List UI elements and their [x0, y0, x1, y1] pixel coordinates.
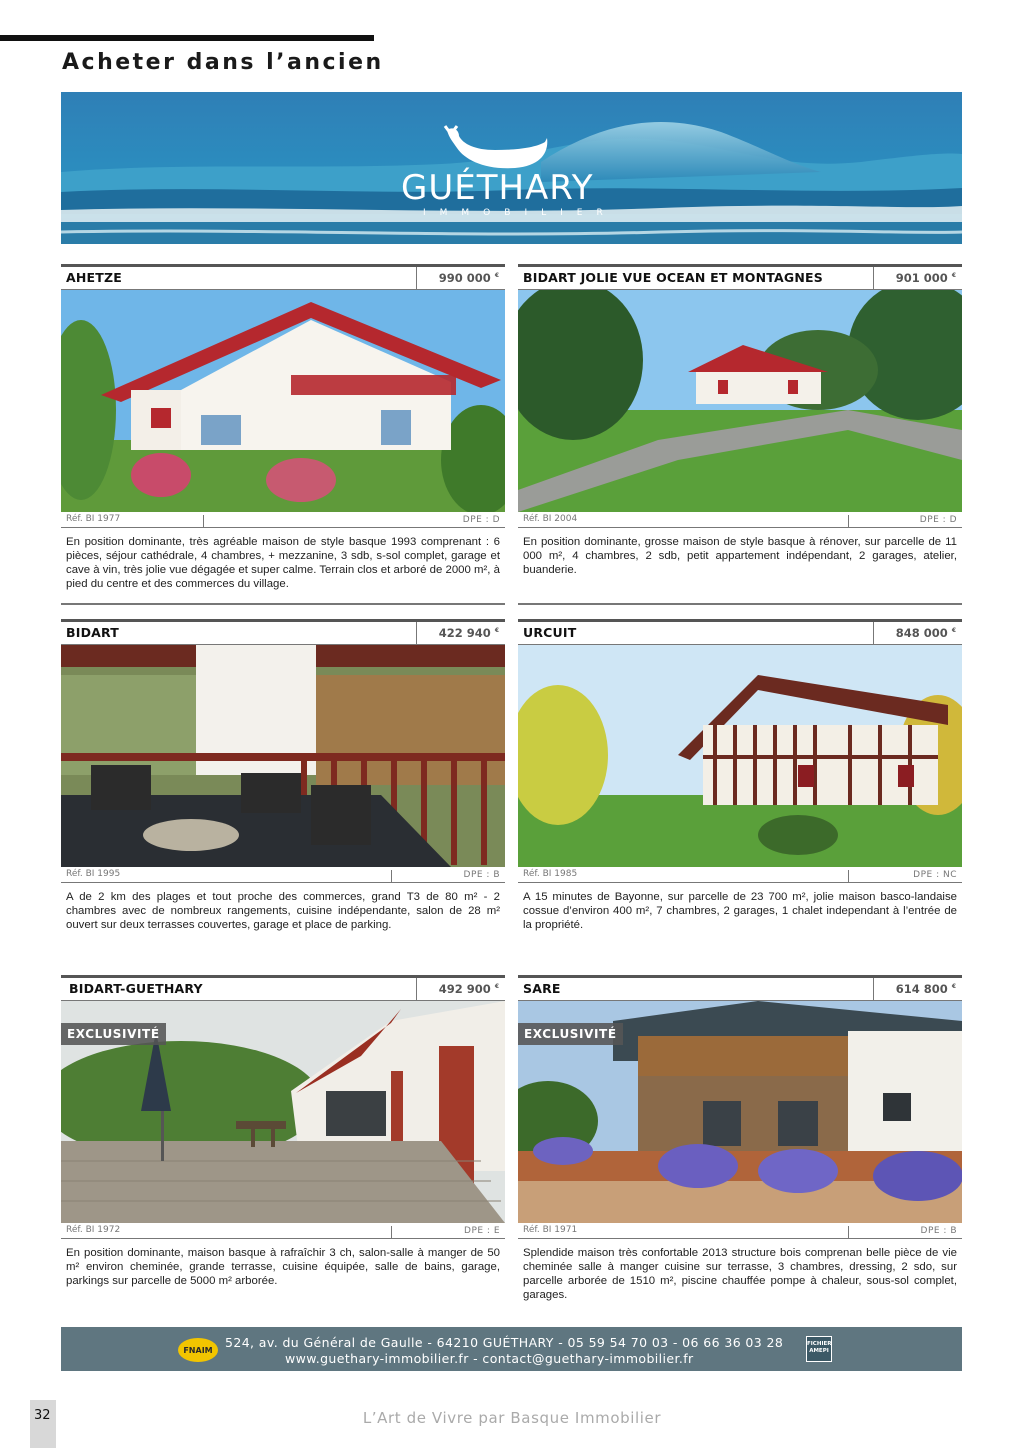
listing-card[interactable] [61, 264, 505, 591]
listing-card[interactable] [518, 619, 962, 932]
listing-dpe: DPE : D [462, 515, 500, 525]
section-title: Acheter dans l’ancien [62, 50, 384, 75]
listing-photo[interactable] [61, 1001, 505, 1223]
listing-price: 614 800 € [895, 982, 956, 996]
page-number: 32 [34, 1408, 51, 1423]
exclusivity-badge: EXCLUSIVITÉ [518, 1023, 623, 1045]
top-rule [0, 35, 374, 41]
listing-photo[interactable] [518, 1001, 962, 1223]
listing-dpe: DPE : B [920, 1226, 957, 1236]
agency-web-email[interactable]: www.guethary-immobilier.fr - contact@guethary-immobilier.fr [285, 1351, 694, 1366]
fnaim-logo-icon [177, 1337, 219, 1363]
listing-description: A 15 minutes de Bayonne, sur parcelle de 23 700 m², jolie maison basco-landaise cossue d’environ 400 m², 7 chambres, 2 garages, 1 chalet independant à l’entrée de la propriété. [523, 891, 957, 931]
listing-ref: Réf. BI 2004 [523, 514, 578, 524]
listing-dpe: DPE : D [919, 515, 957, 525]
listing-description: En position dominante, grosse maison de style basque à rénover, sur parcelle de 11 000 m², 4 chambres, 2 sdb, petit appartement indépendant, 2 garages, atelier, buanderie. [523, 536, 957, 576]
agency-logo-tagline: IMMOBILIER [423, 208, 617, 218]
listing-title: SARE [523, 981, 561, 996]
listing-photo[interactable] [61, 645, 505, 867]
listing-header [518, 264, 962, 290]
listing-price: 422 940 € [438, 626, 499, 640]
listing-price: 990 000 € [438, 271, 499, 285]
listing-dpe: DPE : B [463, 870, 500, 880]
listing-title: BIDART-GUETHARY [69, 981, 203, 996]
listing-card[interactable] [61, 975, 505, 1288]
listing-ref: Réf. BI 1985 [523, 869, 578, 879]
listing-meta [518, 1223, 962, 1239]
listing-title: URCUIT [523, 625, 577, 640]
listing-ref: Réf. BI 1977 [66, 514, 121, 524]
agency-contact-bar [61, 1327, 962, 1371]
agency-banner [61, 92, 962, 244]
listing-dpe: DPE : NC [913, 870, 957, 880]
listing-meta [518, 512, 962, 528]
listing-title: AHETZE [66, 270, 123, 285]
listing-header [518, 975, 962, 1001]
listing-header [61, 975, 505, 1001]
listing-card[interactable] [61, 619, 505, 932]
listing-price: 901 000 € [895, 271, 956, 285]
exclusivity-badge: EXCLUSIVITÉ [61, 1023, 166, 1045]
listing-dpe: DPE : E [464, 1226, 500, 1236]
listing-description: A de 2 km des plages et tout proche des commerces, grand T3 de 80 m² - 2 chambres avec de nombreux rangements, cuisine indépendante, salon de 28 m² ouvert sur deux terrasses couvertes, garage et place de parking. [66, 891, 500, 931]
listing-card[interactable] [518, 975, 962, 1302]
listing-meta [61, 1223, 505, 1239]
listing-photo[interactable] [518, 645, 962, 867]
listing-ref: Réf. BI 1995 [66, 869, 121, 879]
listing-meta [61, 512, 505, 528]
fichier-amepi-logo-icon: FICHIER AMEPI [806, 1336, 832, 1362]
listing-meta [61, 867, 505, 883]
listing-price: 848 000 € [895, 626, 956, 640]
listing-description: Splendide maison très confortable 2013 structure bois comprenan belle pièce de vie cheminée salle à manger cuisine sur terrasse, 3 chambres, dressing, 2 sdo, sur parcelle arborée de 1510 m², piscine chauffée pompe à chaleur, sous-sol complet, garages. [523, 1247, 957, 1301]
listing-photo[interactable] [61, 290, 505, 512]
listing-title: BIDART JOLIE VUE OCEAN ET MONTAGNES [523, 270, 823, 285]
listing-price: 492 900 € [438, 982, 499, 996]
agency-logo-name: GUÉTHARY [401, 168, 594, 208]
running-footer: L’Art de Vivre par Basque Immobilier [362, 1409, 662, 1427]
listing-header [518, 619, 962, 645]
listing-header [61, 619, 505, 645]
listing-photo[interactable] [518, 290, 962, 512]
listing-header [61, 264, 505, 290]
listing-card[interactable] [518, 264, 962, 577]
listing-description: En position dominante, très agréable maison de style basque 1993 comprenant : 6 pièces, séjour cathédrale, 4 chambres, + mezzanine, 3 sdb, s-sol complet, garage et cave à vin, très jolie vue dégagée et super calme. Terrain clos et arboré de 2000 m², à pied du centre et des commerces du village. [66, 536, 500, 590]
listing-description: En position dominante, maison basque à rafraîchir 3 ch, salon-salle à manger de 50 m² environ cheminée, grande terrasse, cuisine équipée, salle de bains, garage, parkings sur parcelle de 5000 m² arborée. [66, 1247, 500, 1287]
listing-ref: Réf. BI 1971 [523, 1225, 578, 1235]
listing-ref: Réf. BI 1972 [66, 1225, 121, 1235]
svg-text:FNAIM: FNAIM [183, 1346, 213, 1355]
listing-meta [518, 867, 962, 883]
agency-address: 524, av. du Général de Gaulle - 64210 GUÉTHARY - 05 59 54 70 03 - 06 66 36 03 28 [225, 1335, 784, 1350]
listing-title: BIDART [66, 625, 120, 640]
